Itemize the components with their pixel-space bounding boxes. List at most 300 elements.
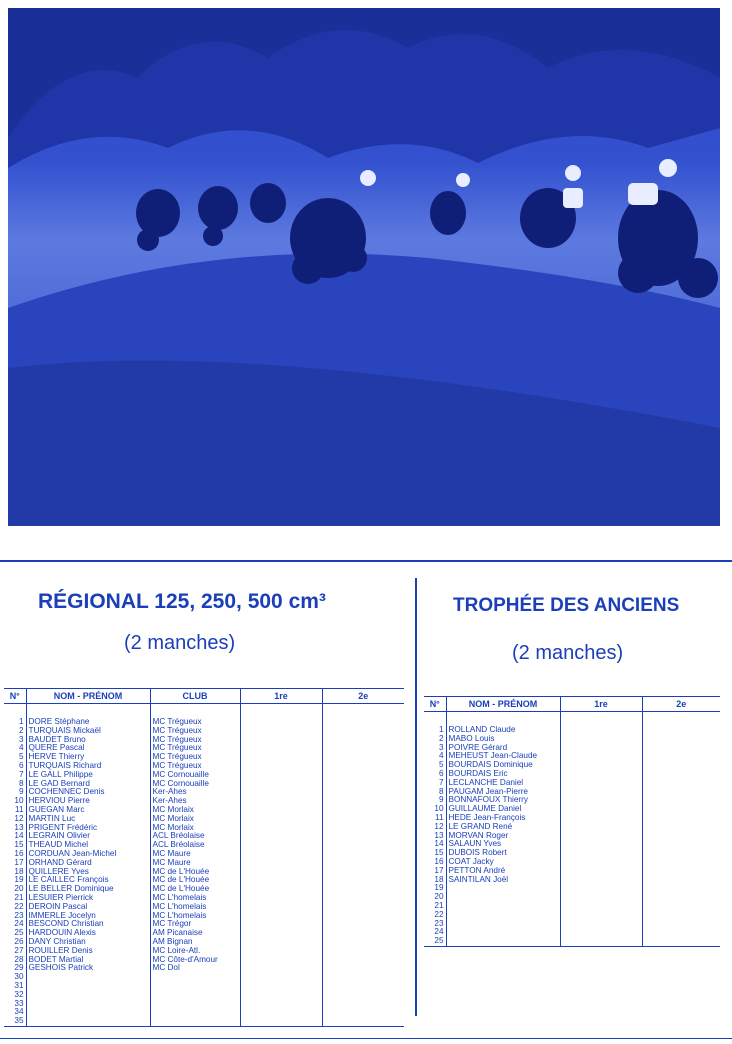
second-round-result [642,823,720,832]
rider-name [26,982,150,991]
first-round-result [240,815,322,824]
rider-name [446,902,560,911]
table-row [424,884,720,893]
rider-club: MC de L'Houée [150,885,240,894]
rider-name [446,937,560,946]
rider-club: MC Morlaix [150,815,240,824]
rider-number: 16 [434,857,444,866]
second-round-result [322,753,404,762]
table-row [424,770,720,779]
rider-name: GUÉGAN Marc [26,806,150,815]
rider-name [26,991,150,1000]
rider-club: MC Cornouaille [150,771,240,780]
second-round-result [322,727,404,736]
rider-name [446,911,560,920]
rider-number: 20 [434,893,444,902]
first-round-result [240,859,322,868]
second-round-result [642,726,720,735]
table-row [4,1017,404,1026]
rider-club: MC L'homelais [150,894,240,903]
rider-number: 23 [14,911,24,920]
rider-name: DEROIN Pascal [26,903,150,912]
rider-name: LE BELLER Dominique [26,885,150,894]
rider-name: MABO Louis [446,735,560,744]
table-row [424,752,720,761]
rider-name: SALAUN Yves [446,840,560,849]
first-round-result [560,726,642,735]
first-round-result [560,814,642,823]
second-round-result [642,911,720,920]
table-header-row [4,689,404,704]
rider-club: MC Morlaix [150,806,240,815]
rider-name: ROLLAND Claude [446,726,560,735]
table-row [4,1000,404,1009]
rider-number: 8 [18,779,24,788]
rider-number: 16 [14,849,24,858]
table-row [4,850,404,859]
rider-name: MARTIN Luc [26,815,150,824]
rider-club: MC Morlaix [150,824,240,833]
rider-name: GUILLAUME Daniel [446,805,560,814]
rider-name: BODET Martial [26,956,150,965]
rider-name: BAUDET Bruno [26,736,150,745]
rider-number: 22 [14,902,24,911]
table-row [4,727,404,736]
second-round-result [642,893,720,902]
first-round-result [560,858,642,867]
first-round-result [240,912,322,921]
first-round-result [240,788,322,797]
second-round-result [322,929,404,938]
col-header-first-round: 1re [560,697,642,712]
col-header-number: N° [424,697,446,712]
rider-name: QUILLERÉ Yves [26,868,150,877]
second-round-result [642,884,720,893]
rider-name: COAT Jacky [446,858,560,867]
rider-name: PETTON André [446,867,560,876]
table-row [4,1008,404,1017]
first-round-result [240,1008,322,1017]
rider-club: Ker-Ahes [150,797,240,806]
second-round-result [642,735,720,744]
first-round-result [240,929,322,938]
col-header-second-round: 2e [322,689,404,704]
table-row [4,824,404,833]
rider-name: TURQUAIS Mickaël [26,727,150,736]
second-round-result [322,964,404,973]
table-row [424,893,720,902]
second-round-result [322,1008,404,1017]
rider-name: DORÉ Stéphane [26,718,150,727]
table-row [424,735,720,744]
table-row [4,964,404,973]
rider-club: MC Maure [150,859,240,868]
table-row [424,840,720,849]
rider-number: 3 [18,735,24,744]
rider-club: AM Picanaise [150,929,240,938]
table-row [4,973,404,982]
table-row [424,779,720,788]
table-row [424,911,720,920]
first-round-result [240,956,322,965]
rider-number: 2 [438,734,444,743]
table-row [424,920,720,929]
table-header-row [424,697,720,712]
rider-club [150,973,240,982]
rider-number: 7 [438,778,444,787]
rider-club: ACL Bréolaise [150,832,240,841]
rider-number: 4 [438,752,444,761]
rider-name [26,1000,150,1009]
rider-number: 1 [18,718,24,726]
rider-number: 21 [14,893,24,902]
rider-club: MC Trégueux [150,753,240,762]
rider-number: 8 [438,787,444,796]
table-row [4,841,404,850]
rider-number: 24 [434,928,444,937]
rider-club [150,1017,240,1026]
second-round-result [322,744,404,753]
table-row [424,788,720,797]
rider-number: 18 [14,867,24,876]
rider-club: MC Cornouaille [150,780,240,789]
rider-number: 9 [18,788,24,797]
second-round-result [642,779,720,788]
rider-club: MC Loire-Atl. [150,947,240,956]
table-row [4,876,404,885]
first-round-result [240,806,322,815]
col-header-number: N° [4,689,26,704]
table-row [424,761,720,770]
table-row [424,858,720,867]
table-row [424,876,720,885]
rider-name [446,884,560,893]
second-round-result [322,771,404,780]
table-row [4,956,404,965]
first-round-result [240,947,322,956]
table-row [424,867,720,876]
second-round-result [322,850,404,859]
table-row [4,736,404,745]
rider-club: MC de L'Houée [150,876,240,885]
second-round-result [322,736,404,745]
table-row [4,991,404,1000]
rider-name: LESUIER Pierrick [26,894,150,903]
second-round-result [322,947,404,956]
rider-number: 13 [14,823,24,832]
rider-club: MC L'homelais [150,912,240,921]
rider-name: LE CAILLEC François [26,876,150,885]
rider-club: MC Trégueux [150,736,240,745]
first-round-result [240,718,322,727]
rider-club: ACL Bréolaise [150,841,240,850]
rider-club: MC de L'Houée [150,868,240,877]
rider-club: MC Trégueux [150,762,240,771]
table-row [4,744,404,753]
anciens-results-table [424,696,720,947]
first-round-result [560,911,642,920]
rider-number: 19 [14,876,24,885]
table-row [424,744,720,753]
first-round-result [240,824,322,833]
table-row [424,849,720,858]
rider-number: 3 [438,743,444,752]
first-round-result [560,893,642,902]
rider-number: 14 [434,840,444,849]
rider-name: LECLANCHÉ Daniel [446,779,560,788]
second-round-result [322,894,404,903]
rider-number: 21 [434,901,444,910]
second-round-result [322,815,404,824]
table-row [4,929,404,938]
first-round-result [240,780,322,789]
table-row [4,762,404,771]
first-round-result [560,761,642,770]
first-round-result [560,779,642,788]
table-row [424,823,720,832]
second-round-result [322,938,404,947]
rider-name [446,920,560,929]
second-round-result [642,796,720,805]
table-row [4,815,404,824]
rider-number: 23 [434,919,444,928]
rider-name [446,928,560,937]
table-spacer-row [424,712,720,727]
second-round-result [322,903,404,912]
table-row [4,718,404,727]
second-round-result [642,858,720,867]
table-row [4,920,404,929]
table-row [4,832,404,841]
first-round-result [560,752,642,761]
table-row [4,859,404,868]
rider-name: SAINTILAN Joël [446,876,560,885]
first-round-result [240,832,322,841]
rider-name: ORHAND Gérard [26,859,150,868]
first-round-result [240,762,322,771]
second-round-result [642,832,720,841]
rider-name: DANY Christian [26,938,150,947]
rider-number: 32 [14,990,24,999]
rider-number: 27 [14,946,24,955]
second-round-result [322,912,404,921]
rider-name [446,893,560,902]
rider-number: 15 [14,841,24,850]
rider-number: 2 [18,726,24,735]
second-round-result [642,928,720,937]
first-round-result [560,920,642,929]
col-header-club: CLUB [150,689,240,704]
rider-name: CORDUAN Jean-Michel [26,850,150,859]
rider-name: BOURDAIS Eric [446,770,560,779]
col-header-second-round: 2e [642,697,720,712]
rider-name: MORVAN Roger [446,832,560,841]
rider-club: MC Trégueux [150,727,240,736]
second-round-result [642,937,720,946]
rider-number: 10 [434,805,444,814]
rider-number: 18 [434,875,444,884]
table-row [424,796,720,805]
first-round-result [240,797,322,806]
rider-name: DUBOIS Robert [446,849,560,858]
first-round-result [240,1017,322,1026]
first-round-result [560,805,642,814]
rider-name: HARDOUIN Alexis [26,929,150,938]
rider-name [26,1017,150,1026]
second-round-result [642,788,720,797]
table-row [424,937,720,946]
rider-club: AM Bignan [150,938,240,947]
table-row [4,938,404,947]
rider-name: BESCOND Christian [26,920,150,929]
table-row [424,814,720,823]
rider-club: MC Maure [150,850,240,859]
col-header-name: NOM - PRÉNOM [446,697,560,712]
race-photo-illustration [8,8,720,526]
rider-name [26,973,150,982]
rider-club: MC Trégor [150,920,240,929]
first-round-result [240,973,322,982]
rider-club: Ker-Ahes [150,788,240,797]
first-round-result [560,832,642,841]
first-round-result [240,771,322,780]
rider-number: 6 [18,761,24,770]
table-row [4,868,404,877]
first-round-result [560,796,642,805]
table-row [424,726,720,735]
rider-club: MC Dol [150,964,240,973]
first-round-result [240,841,322,850]
rider-club [150,1000,240,1009]
first-round-result [560,928,642,937]
first-round-result [240,736,322,745]
rider-club: MC Trégueux [150,718,240,727]
rider-club: MC L'homelais [150,903,240,912]
table-row [4,797,404,806]
rider-number: 24 [14,920,24,929]
second-round-result [642,744,720,753]
first-round-result [560,902,642,911]
table-row [4,947,404,956]
rider-number: 28 [14,955,24,964]
table-row [4,753,404,762]
second-round-result [322,859,404,868]
rider-number: 22 [434,910,444,919]
rider-name [26,1008,150,1017]
rider-number: 12 [14,814,24,823]
second-round-result [642,902,720,911]
first-round-result [240,903,322,912]
table-row [424,928,720,937]
regional-results-table [4,688,404,1027]
first-round-result [240,885,322,894]
second-round-result [322,868,404,877]
second-round-result [322,832,404,841]
rider-name: MÉHEUST Jean-Claude [446,752,560,761]
rider-number: 26 [14,937,24,946]
rider-name: BONNAFOUX Thierry [446,796,560,805]
rider-number: 17 [14,858,24,867]
second-round-result [322,956,404,965]
first-round-result [560,876,642,885]
rider-name: HÉDÉ Jean-François [446,814,560,823]
rider-name: PRIGENT Frédéric [26,824,150,833]
second-round-result [322,797,404,806]
table-row [4,780,404,789]
first-round-result [240,938,322,947]
second-round-result [322,762,404,771]
second-round-result [642,849,720,858]
rider-club [150,982,240,991]
first-round-result [240,744,322,753]
rider-number: 31 [14,981,24,990]
first-round-result [560,788,642,797]
regional-title: RÉGIONAL 125, 250, 500 cm³ [38,590,326,613]
rider-number: 19 [434,884,444,893]
first-round-result [560,849,642,858]
table-row [424,805,720,814]
rider-number: 25 [14,929,24,938]
second-round-result [642,867,720,876]
rider-number: 5 [18,753,24,762]
first-round-result [240,753,322,762]
second-round-result [642,805,720,814]
first-round-result [560,937,642,946]
rider-name: IMMERLÉ Jocelyn [26,912,150,921]
rider-number: 17 [434,866,444,875]
col-header-first-round: 1re [240,689,322,704]
second-round-result [322,991,404,1000]
rider-name: TURQUAIS Richard [26,762,150,771]
bottom-divider [0,1038,732,1039]
table-row [4,885,404,894]
first-round-result [560,823,642,832]
second-round-result [642,752,720,761]
table-row [4,903,404,912]
first-round-result [240,868,322,877]
rider-name: LEGRAIN Olivier [26,832,150,841]
rider-club: MC Trégueux [150,744,240,753]
rider-name: LE GALL Philippe [26,771,150,780]
rider-number: 1 [438,726,444,734]
second-round-result [322,973,404,982]
rider-name: ROUILLER Denis [26,947,150,956]
rider-number: 13 [434,831,444,840]
first-round-result [240,727,322,736]
rider-name: HERVIOU Pierre [26,797,150,806]
rider-number: 11 [15,805,24,814]
col-header-name: NOM - PRÉNOM [26,689,150,704]
first-round-result [240,991,322,1000]
rider-number: 10 [14,797,24,806]
table-row [424,902,720,911]
second-round-result [322,982,404,991]
rider-name: BOURDAIS Dominique [446,761,560,770]
second-round-result [322,780,404,789]
rider-number: 9 [438,796,444,805]
rider-number: 20 [14,885,24,894]
table-row [4,912,404,921]
table-row [4,806,404,815]
table-row [4,771,404,780]
rider-name: LE GAD Bernard [26,780,150,789]
second-round-result [322,788,404,797]
rider-number: 12 [434,822,444,831]
first-round-result [240,920,322,929]
rider-name: QUÉRÉ Pascal [26,744,150,753]
second-round-result [642,761,720,770]
table-row [424,832,720,841]
